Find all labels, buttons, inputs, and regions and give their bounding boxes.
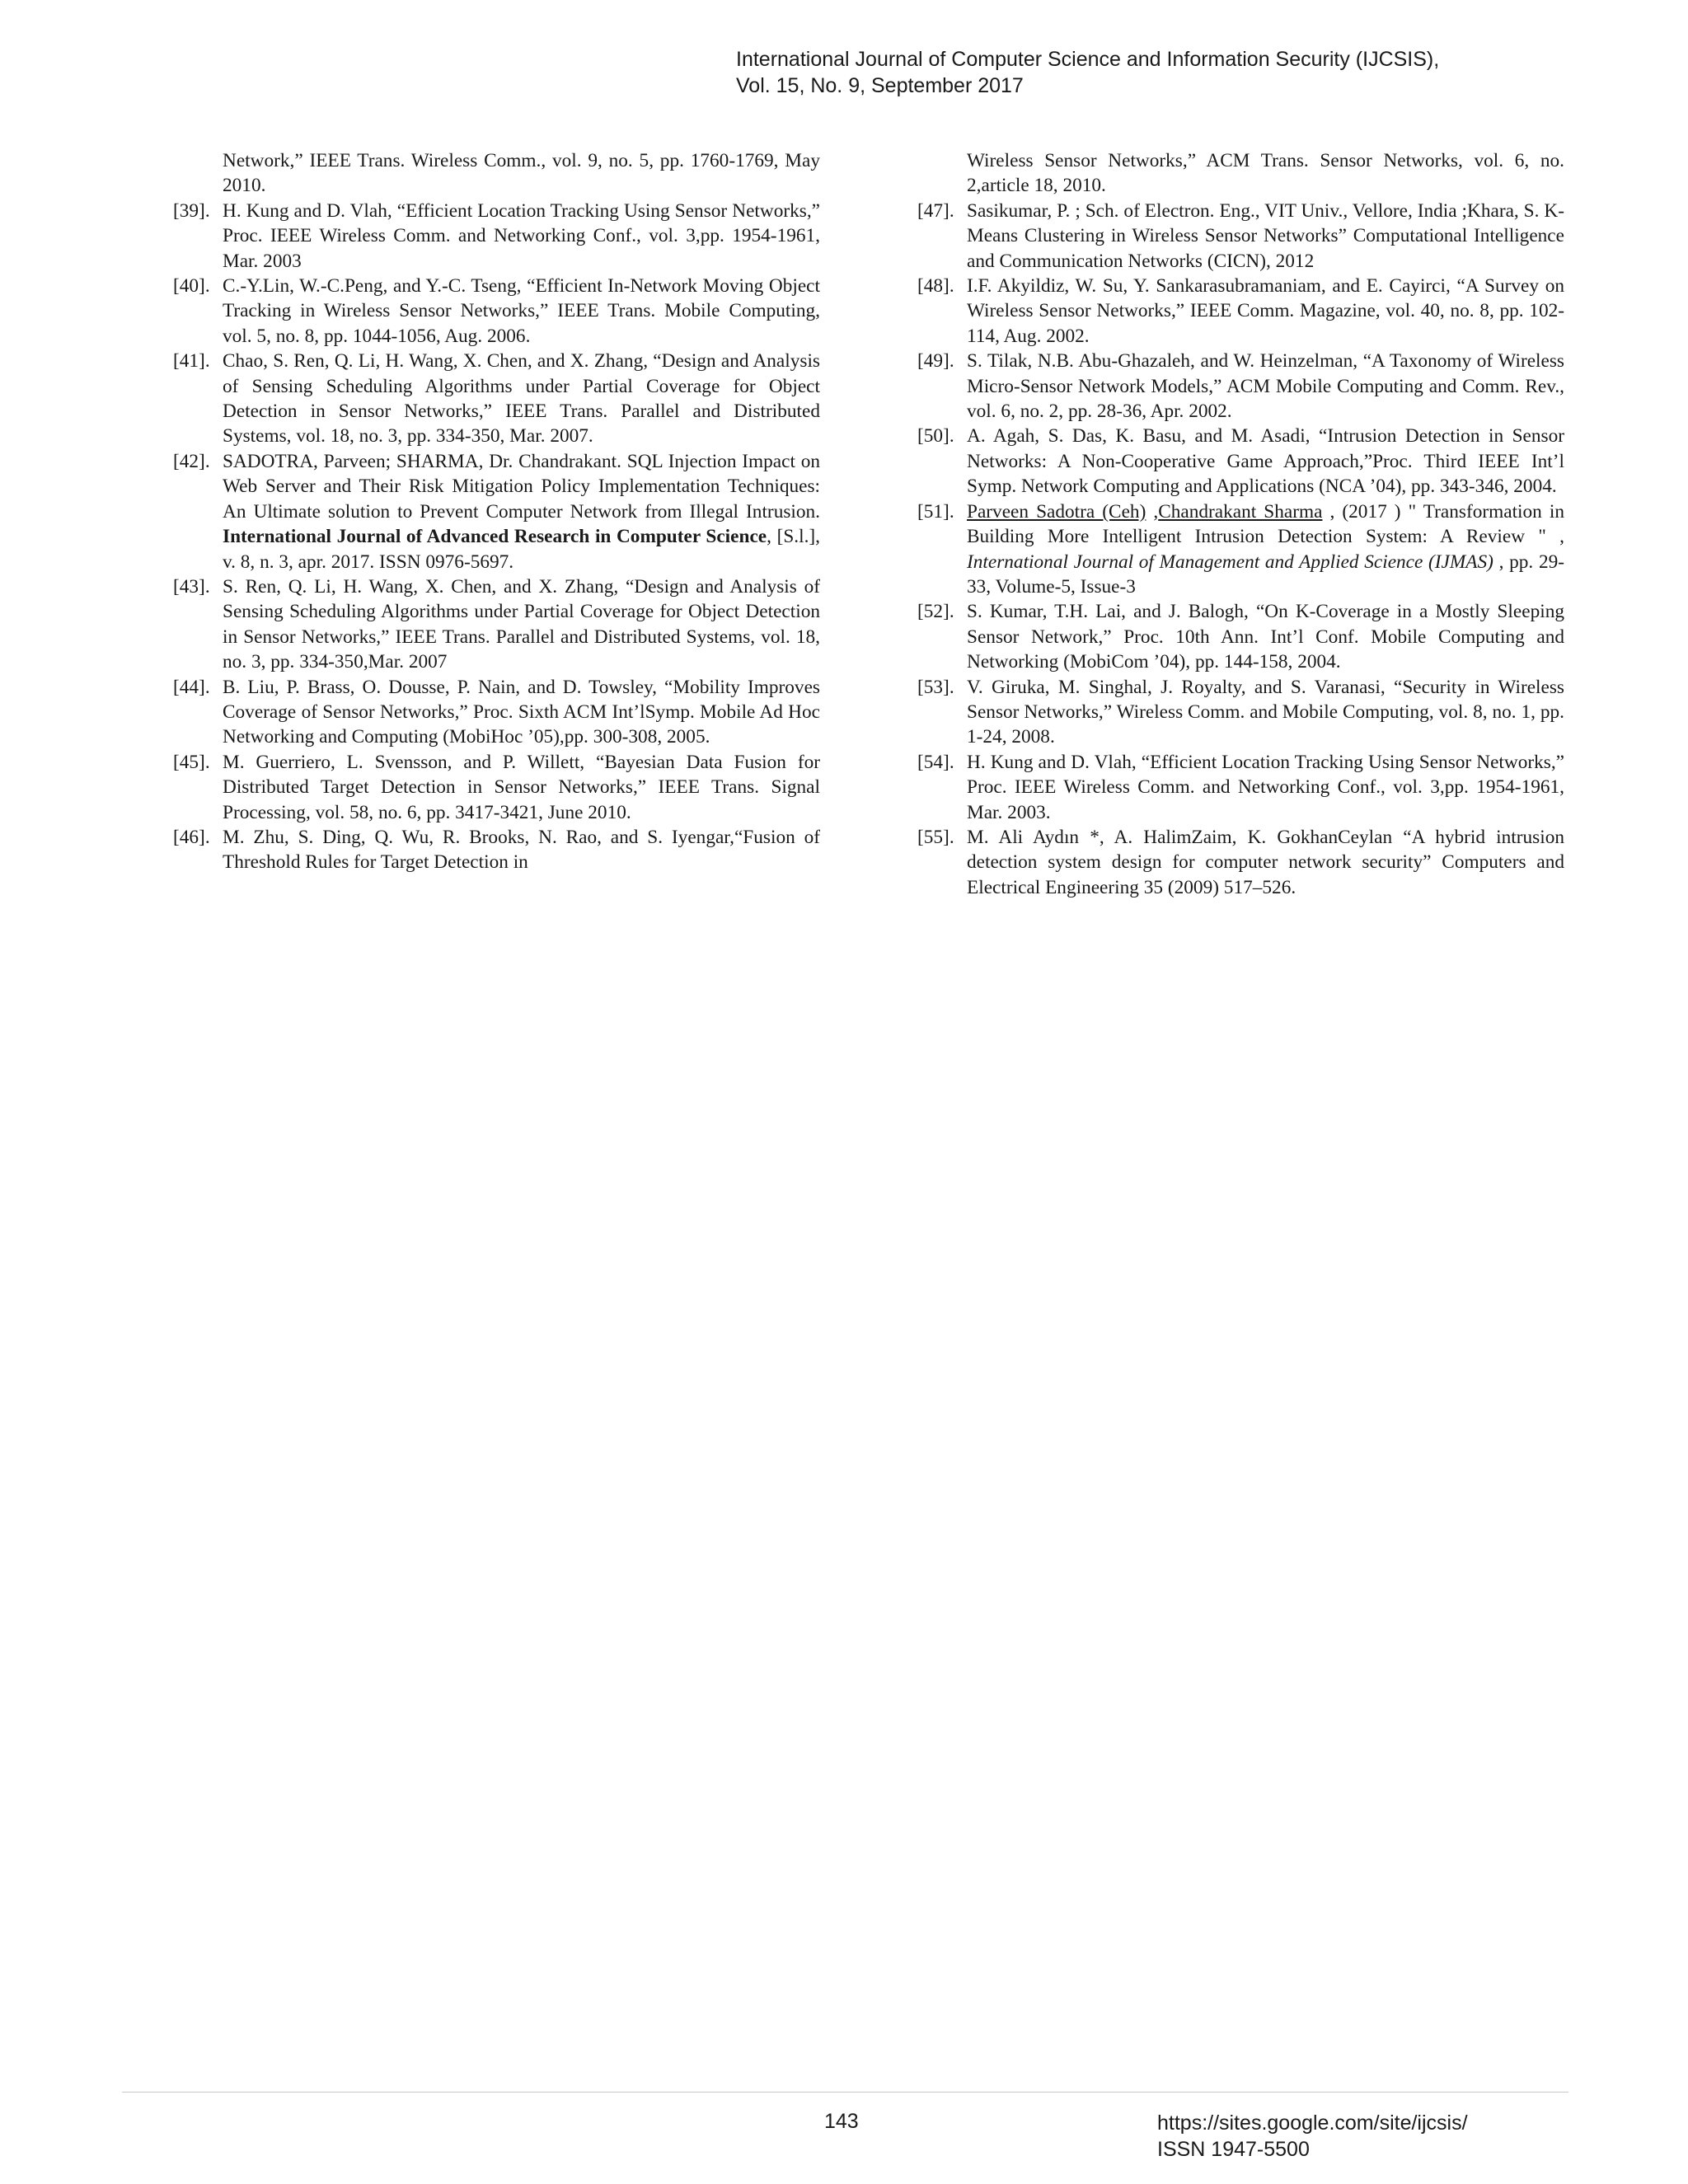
journal-url[interactable]: https://sites.google.com/site/ijcsis/: [1157, 2111, 1468, 2135]
reference-number: [42].: [173, 450, 210, 472]
reference-42: [173, 449, 820, 574]
reference-continuation: Network,” IEEE Trans. Wireless Comm., vol. 9, no. 5, pp. 1760-1769, May 2010.: [223, 150, 820, 197]
reference-53: [917, 675, 1564, 750]
reference-number: [41].: [173, 350, 210, 373]
reference-43: [173, 574, 820, 675]
reference-text: M. Zhu, S. Ding, Q. Wu, R. Brooks, N. Rao, and S. Iyengar,“Fusion of Threshold Rules for Target Detection in: [223, 826, 820, 874]
reference-49: [917, 349, 1564, 424]
reference-text: C.-Y.Lin, W.-C.Peng, and Y.-C. Tseng, “Efficient In-Network Moving Object Tracking in Wireless Sensor Networks,” IEEE Trans. Mobile Computing, vol. 5, no. 8, pp. 1044-1056, Aug. 2006.: [223, 275, 820, 347]
reference-text: V. Giruka, M. Singhal, J. Royalty, and S. Varanasi, “Security in Wireless Sensor Networks,” Wireless Comm. and Mobile Computing, vol. 8, no. 1, pp. 1-24, 2008.: [967, 676, 1564, 748]
journal-name-italic: International Journal of Management and Applied Science (IJMAS): [967, 551, 1493, 573]
reference-number: [50].: [917, 425, 954, 448]
reference-39: [173, 199, 820, 274]
reference-text: SADOTRA, Parveen; SHARMA, Dr. Chandrakant. SQL Injection Impact on Web Server and Their Risk Mitigation Policy Implementation Techniques: An Ultimate solution to Prevent Computer Network from Illegal Intrusion. International Journal of Advanced Research in Computer Science, [S.l.], v. 8, n. 3, apr. 2017. ISSN 0976-5697.: [223, 450, 820, 573]
left-column: [173, 148, 820, 875]
reference-55: [917, 825, 1564, 900]
reference-number: [52].: [917, 601, 954, 623]
reference-continuation: Wireless Sensor Networks,” ACM Trans. Sensor Networks, vol. 6, no. 2,article 18, 2010.: [967, 150, 1564, 197]
journal-name-bold: International Journal of Advanced Research in Computer Science: [223, 526, 767, 548]
reference-number: [44].: [173, 676, 210, 698]
reference-41: [173, 349, 820, 449]
reference-50: [917, 424, 1564, 499]
reference-54: [917, 750, 1564, 825]
reference-text: S. Kumar, T.H. Lai, and J. Balogh, “On K-Coverage in a Mostly Sleeping Sensor Network,” Proc. 10th Ann. Int’l Conf. Mobile Computing and Networking (MobiCom ’04), pp. 144-158, 2004.: [967, 601, 1564, 673]
reference-48: [917, 274, 1564, 349]
reference-text: B. Liu, P. Brass, O. Dousse, P. Nain, and D. Towsley, “Mobility Improves Coverage of Sensor Networks,” Proc. Sixth ACM Int’lSymp. Mobile Ad Hoc Networking and Computing (MobiHoc ’05),pp. 300-308, 2005.: [223, 676, 820, 748]
reference-text: Parveen Sadotra (Ceh) ,Chandrakant Sharma , (2017 ) " Transformation in Building More Intelligent Intrusion Detection System: A Review " , International Journal of Management and Applied Science (IJMAS) , pp. 29-33, Volume-5, Issue-3: [967, 500, 1564, 598]
reference-number: [54].: [917, 751, 954, 773]
reference-number: [43].: [173, 575, 210, 598]
reference-45: [173, 750, 820, 825]
reference-46: [173, 825, 820, 875]
footer-info: [1157, 2110, 1468, 2163]
reference-number: [51].: [917, 500, 954, 523]
issn: ISSN 1947-5500: [1157, 2138, 1310, 2161]
reference-number: [53].: [917, 676, 954, 698]
reference-number: [49].: [917, 350, 954, 373]
footer-divider: [122, 2092, 1568, 2093]
reference-text: H. Kung and D. Vlah, “Efficient Location Tracking Using Sensor Networks,” Proc. IEEE Wireless Comm. and Networking Conf., vol. 3,pp. 1954-1961, Mar. 2003.: [967, 751, 1564, 823]
author-link[interactable]: Parveen Sadotra (Ceh): [967, 500, 1146, 523]
reference-text: Sasikumar, P. ; Sch. of Electron. Eng., VIT Univ., Vellore, India ;Khara, S. K-Means Clustering in Wireless Sensor Networks” Computational Intelligence and Communication Networks (CICN), 2012: [967, 199, 1564, 272]
reference-text: A. Agah, S. Das, K. Basu, and M. Asadi, “Intrusion Detection in Sensor Networks: A Non-Cooperative Game Approach,”Proc. Third IEEE Int’l Symp. Network Computing and Applications (NCA ’04), pp. 343-346, 2004.: [967, 425, 1564, 498]
reference-text: M. Ali Aydın *, A. HalimZaim, K. GokhanCeylan “A hybrid intrusion detection system design for computer network security” Computers and Electrical Engineering 35 (2009) 517–526.: [967, 826, 1564, 898]
reference-text: S. Ren, Q. Li, H. Wang, X. Chen, and X. Zhang, “Design and Analysis of Sensing Scheduling Algorithms under Partial Coverage for Object Detection in Sensor Networks,” IEEE Trans. Parallel and Distributed Systems, vol. 18, no. 3, pp. 334-350,Mar. 2007: [223, 575, 820, 673]
journal-title: International Journal of Computer Science and Information Security (IJCSIS),: [736, 48, 1440, 71]
reference-text: S. Tilak, N.B. Abu-Ghazaleh, and W. Heinzelman, “A Taxonomy of Wireless Micro-Sensor Network Models,” ACM Mobile Computing and Comm. Rev., vol. 6, no. 2, pp. 28-36, Apr. 2002.: [967, 350, 1564, 423]
reference-text: M. Guerriero, L. Svensson, and P. Willett, “Bayesian Data Fusion for Distributed Target Detection in Sensor Networks,” IEEE Trans. Signal Processing, vol. 58, no. 6, pp. 3417-3421, June 2010.: [223, 751, 820, 823]
reference-text: H. Kung and D. Vlah, “Efficient Location Tracking Using Sensor Networks,” Proc. IEEE Wireless Comm. and Networking Conf., vol. 3,pp. 1954-1961, Mar. 2003: [223, 199, 820, 272]
journal-issue: Vol. 15, No. 9, September 2017: [736, 74, 1024, 97]
journal-header: [736, 46, 1643, 99]
reference-number: [40].: [173, 275, 210, 298]
reference-51: [917, 499, 1564, 600]
reference-text: Chao, S. Ren, Q. Li, H. Wang, X. Chen, and X. Zhang, “Design and Analysis of Sensing Scheduling Algorithms under Partial Coverage for Object Detection in Sensor Networks,” IEEE Trans. Parallel and Distributed Systems, vol. 18, no. 3, pp. 334-350, Mar. 2007.: [223, 350, 820, 448]
reference-number: [55].: [917, 826, 954, 848]
reference-44: [173, 675, 820, 750]
reference-47: [917, 199, 1564, 274]
reference-number: [39].: [173, 199, 210, 222]
reference-number: [46].: [173, 826, 210, 848]
page-number: 143: [824, 2110, 859, 2133]
reference-number: [47].: [917, 199, 954, 222]
reference-52: [917, 599, 1564, 674]
reference-number: [45].: [173, 751, 210, 773]
author-link[interactable]: Chandrakant Sharma: [1158, 500, 1323, 523]
reference-text: I.F. Akyildiz, W. Su, Y. Sankarasubramaniam, and E. Cayirci, “A Survey on Wireless Sensor Networks,” IEEE Comm. Magazine, vol. 40, no. 8, pp. 102-114, Aug. 2002.: [967, 275, 1564, 347]
reference-number: [48].: [917, 275, 954, 298]
reference-40: [173, 274, 820, 349]
right-column: [917, 148, 1564, 900]
